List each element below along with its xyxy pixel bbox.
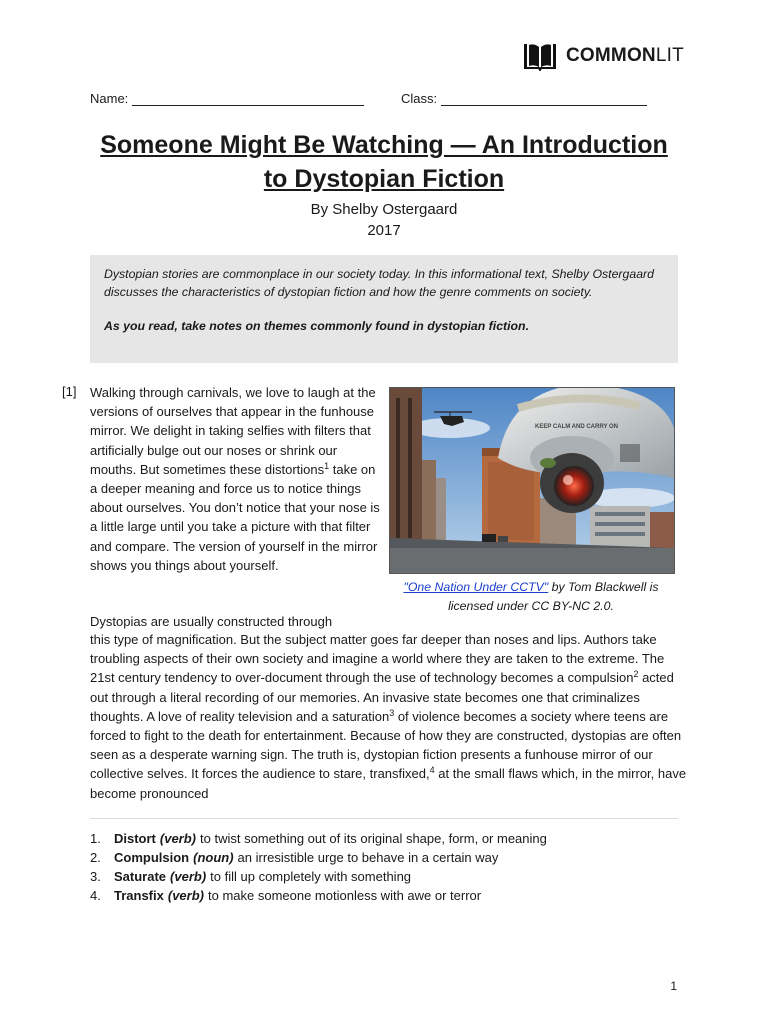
footnote-marker: 1 — [324, 460, 330, 471]
paragraph-2-first-line: Dystopias are usually constructed through — [90, 614, 333, 629]
image-source-link[interactable]: "One Nation Under CCTV" — [403, 580, 549, 594]
open-book-icon — [522, 41, 558, 71]
page-title — [74, 128, 694, 196]
paragraph-number: [1] — [62, 384, 77, 399]
title-line-1: Someone Might Be Watching — An Introduction — [100, 131, 668, 159]
vocabulary-footnotes — [90, 829, 547, 905]
page-number: 1 — [670, 979, 677, 993]
vocab-item: 4. Transfix (verb) to make someone motionless with awe or terror — [90, 888, 482, 903]
vocab-item: 2. Compulsion (noun) an irresistible urge to behave in a certain way — [90, 850, 499, 865]
name-label: Name: — [90, 91, 129, 106]
brand-name: COMMONLIT — [566, 45, 684, 66]
name-field[interactable] — [132, 91, 364, 106]
vocab-item: 3. Saturate (verb) to fill up completely with something — [90, 869, 412, 884]
intro-summary: Dystopian stories are commonplace in our society today. In this informational text, Shelby Ostergaard discusses the characteristics of dystopian fiction and how the genre comments on society. — [104, 267, 654, 299]
student-info-row — [90, 91, 690, 106]
camera-sign-text: KEEP CALM AND CARRY ON — [535, 424, 619, 430]
footnote-marker: 2 — [633, 669, 639, 680]
footnote-marker: 3 — [389, 707, 395, 718]
cctv-city-image — [390, 388, 674, 573]
class-field[interactable] — [441, 91, 647, 106]
intro-box — [90, 255, 678, 363]
commonlit-logo — [522, 40, 684, 72]
paragraph-1: Walking through carnivals, we love to laugh at the versions of ourselves that appear in the funhouse mirror. We delight in taking selfies with filters that artificially bulge out our noses or shrink our mouths. But sometimes these distortions$^1$ take on a deeper meaning and force us to notice things about ourselves. You don’t notice that your nose is a little large until you take a picture with that filter and compare. The version of yourself in the mirror shows you things about yourself. — [90, 385, 380, 573]
footnote-divider — [90, 818, 678, 819]
year: 2017 — [367, 222, 401, 239]
reading-instruction: As you read, take notes on themes commonly found in dystopian fiction. — [104, 319, 529, 333]
author: By Shelby Ostergaard — [310, 201, 458, 218]
figure-caption: "One Nation Under CCTV" by Tom Blackwell is licensed under CC BY-NC 2.0. — [403, 580, 659, 613]
cctv-illustration — [389, 387, 675, 574]
class-label: Class: — [401, 91, 438, 106]
footnote-marker: 4 — [429, 765, 435, 776]
paragraph-2: this type of magnification. But the subject matter goes far deeper than noses and lips. Authors take troubling aspects of their own society and imagine a world where they are taken to the extreme. The 21st century tendency to over-document through the use of technology becomes a compulsion$^2$ acted out through a literal recording of our memories. An invasive state becomes one that criminalizes thoughts. A love of reality television and a saturation$^3$ of violence becomes a society where teens are forced to fight to the death for entertainment. Because of how they are constructed, dystopias are often seen as a desperate warning sign. The truth is, dystopian fiction presents a funhouse mirror of our collective selves. It forces the audience to stare, transfixed,$^4$ at the small flaws which, in the mirror, have become pronounced — [90, 632, 687, 801]
vocab-item: 1. Distort (verb) to twist something out of its original shape, form, or meaning — [90, 831, 547, 846]
class-group — [401, 91, 647, 106]
byline — [74, 199, 694, 241]
title-line-2: to Dystopian Fiction — [263, 165, 505, 193]
